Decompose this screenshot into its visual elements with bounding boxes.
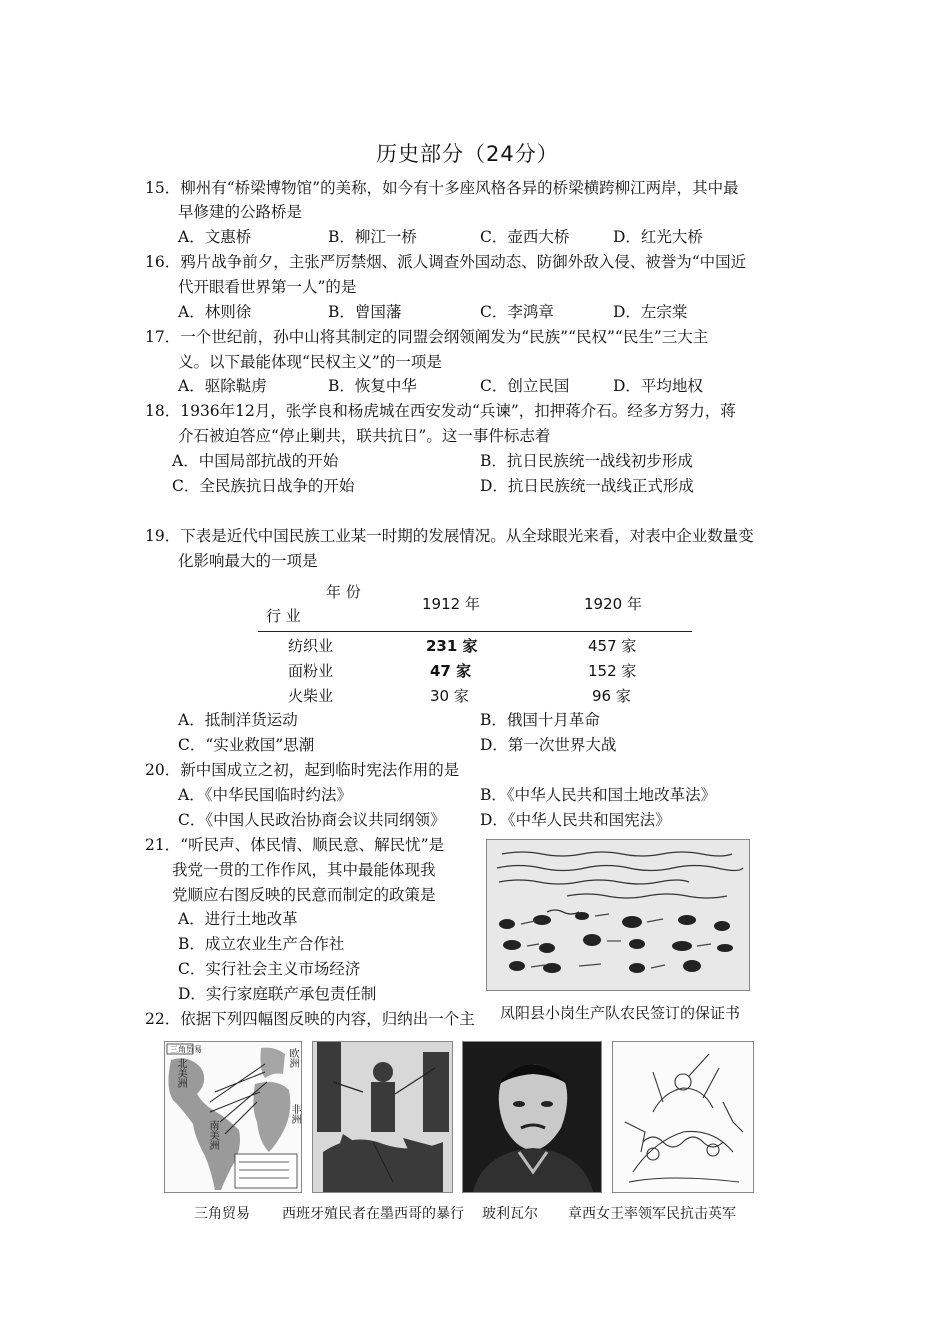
bolivar-portrait	[462, 1041, 602, 1193]
q18-option-d: D．抗日民族统一战线正式形成	[480, 477, 694, 495]
q17-stem-line1: 17．一个世纪前，孙中山将其制定的同盟会纲领阐发为“民族”“民权”“民生”三大主	[145, 328, 709, 346]
q17-option-c: C．创立民国	[480, 377, 570, 395]
triangle-trade-map	[164, 1041, 302, 1193]
q18-stem-line1: 18．1936年12月，张学良和杨虎城在西安发动“兵谏”，扣押蒋介石。经多方努力，蒋	[145, 402, 736, 420]
q21-option-d: D．实行家庭联产承包责任制	[178, 985, 377, 1003]
table-row-match-name: 火柴业	[288, 687, 334, 705]
q16-stem-line1: 16．鸦片战争前夕，主张严厉禁烟、派人调查外国动态、防御外敌入侵、被誉为“中国近	[145, 253, 747, 271]
pledge-figure-caption: 凤阳县小岗生产队农民签订的保证书	[500, 1004, 741, 1022]
map-title: 三角贸易	[170, 1045, 202, 1054]
page-title: 历史部分（24分）	[376, 142, 559, 166]
q20-stem-line1: 20．新中国成立之初，起到临时宪法作用的是	[145, 761, 460, 779]
q19-stem-line1: 19．下表是近代中国民族工业某一时期的发展情况。从全球眼光来看，对表中企业数量变	[145, 527, 754, 545]
q18-option-c: C．全民族抗日战争的开始	[172, 477, 355, 495]
q17-option-a: A．驱除鞑虏	[178, 377, 267, 395]
q20-option-b: B．《中华人民共和国土地改革法》	[480, 786, 717, 804]
q16-option-d: D．左宗棠	[613, 303, 688, 321]
figure-caption-jhansi: 章西女王率领军民抗击英军	[568, 1206, 736, 1222]
q20-option-a: A．《中华民国临时约法》	[178, 786, 352, 804]
q15-stem-line2: 早修建的公路桥是	[178, 203, 303, 221]
q19-option-b: B．俄国十月革命	[480, 711, 600, 729]
q21-stem-line2: 我党一贯的工作作风，其中最能体现我	[172, 861, 436, 879]
q18-option-a: A．中国局部抗战的开始	[172, 452, 339, 470]
battle-sketch-icon	[613, 1042, 753, 1192]
q15-option-d: D．红光大桥	[613, 228, 703, 246]
table-corner-industry: 行 业	[266, 607, 301, 625]
table-header-rule	[258, 631, 692, 632]
q20-option-d: D．《中华人民共和国宪法》	[480, 811, 671, 829]
table-row-textile-1920: 457 家	[588, 637, 637, 655]
handwritten-document-icon	[487, 840, 749, 990]
q16-stem-line2: 代开眼看世界第一人”的是	[178, 278, 357, 296]
q15-option-c: C．壶西大桥	[480, 228, 570, 246]
table-row-flour-name: 面粉业	[288, 662, 334, 680]
table-row-match-1912: 30 家	[430, 687, 469, 705]
q19-option-c: C．“实业救国”思潮	[178, 736, 315, 754]
table-header-1912: 1912 年	[422, 595, 480, 613]
figure-caption-triangle-trade: 三角贸易	[194, 1206, 250, 1222]
q19-stem-line2: 化影响最大的一项是	[178, 552, 318, 570]
q21-option-b: B．成立农业生产合作社	[178, 935, 345, 953]
q19-option-a: A．抵制洋货运动	[178, 711, 298, 729]
engraving-icon	[313, 1042, 452, 1192]
table-row-textile-1912: 231 家	[426, 637, 478, 655]
q15-stem-line1: 15．柳州有“桥梁博物馆”的美称，如今有十多座风格各异的桥梁横跨柳江两岸，其中最	[145, 179, 739, 197]
q17-option-d: D．平均地权	[613, 377, 703, 395]
table-row-flour-1912: 47 家	[430, 662, 472, 680]
q17-option-b: B．恢复中华	[328, 377, 417, 395]
figure-caption-bolivar: 玻利瓦尔	[482, 1206, 538, 1222]
q22-stem-line1: 22．依据下列四幅图反映的内容，归纳出一个主	[145, 1010, 475, 1028]
q15-option-a: A．文惠桥	[178, 228, 252, 246]
q21-option-a: A．进行土地改革	[178, 910, 298, 928]
figure-caption-spanish-atrocities: 西班牙殖民者在墨西哥的暴行	[282, 1206, 464, 1222]
queen-of-jhansi-sketch	[612, 1041, 754, 1193]
table-corner-year: 年 份	[326, 583, 361, 601]
map-label-north-america: 北美洲	[175, 1058, 186, 1088]
table-row-match-1920: 96 家	[592, 687, 631, 705]
q18-option-b: B．抗日民族统一战线初步形成	[480, 452, 693, 470]
table-header-1920: 1920 年	[584, 595, 642, 613]
map-label-south-america: 南美洲	[207, 1120, 218, 1150]
map-label-africa: 非洲	[289, 1104, 300, 1124]
q20-option-c: C．《中国人民政治协商会议共同纲领》	[178, 811, 446, 829]
table-row-flour-1920: 152 家	[588, 662, 637, 680]
pledge-document-image	[486, 839, 750, 991]
q17-stem-line2: 义。以下最能体现“民权主义”的一项是	[178, 353, 442, 371]
map-label-europe: 欧洲	[287, 1048, 298, 1068]
q18-stem-line2: 介石被迫答应“停止剿共，联共抗日”。这一事件标志着	[178, 427, 551, 445]
q21-stem-line1: 21．“听民声、体民情、顺民意、解民忧”是	[145, 836, 445, 854]
q21-stem-line3: 党顺应右图反映的民意而制定的政策是	[172, 886, 436, 904]
q16-option-b: B．曾国藩	[328, 303, 402, 321]
table-row-textile-name: 纺织业	[288, 637, 334, 655]
portrait-icon	[463, 1042, 601, 1192]
q21-option-c: C．实行社会主义市场经济	[178, 960, 361, 978]
q16-option-c: C．李鸿章	[480, 303, 554, 321]
q19-option-d: D．第一次世界大战	[480, 736, 617, 754]
spanish-atrocities-engraving	[312, 1041, 453, 1193]
q16-option-a: A．林则徐	[178, 303, 252, 321]
q15-option-b: B．柳江一桥	[328, 228, 417, 246]
